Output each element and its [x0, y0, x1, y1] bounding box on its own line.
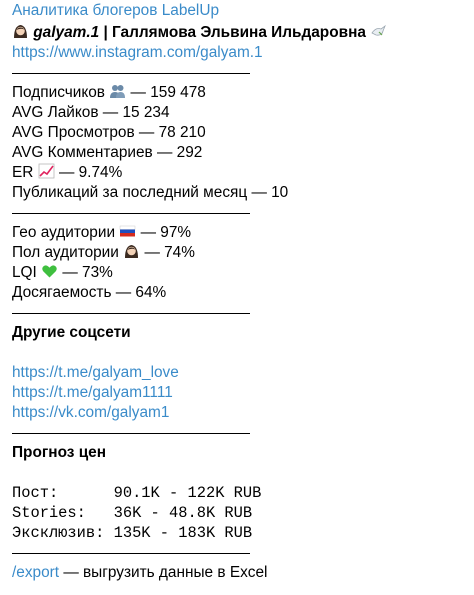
export-command-link[interactable]: /export: [12, 564, 60, 581]
separator: [12, 203, 474, 223]
gender-line: [12, 243, 474, 263]
green-heart-emoji-icon: [41, 263, 58, 279]
geo-value: — 97%: [136, 224, 192, 241]
er-label: ER: [12, 164, 34, 181]
export-description: — выгрузить данные в Excel: [59, 564, 268, 581]
subscribers-line: [12, 83, 474, 103]
woman-emoji-icon: [123, 243, 140, 259]
prices-heading: Прогноз цен: [12, 444, 107, 461]
woman-emoji-icon: [12, 23, 29, 39]
separator: [12, 423, 474, 443]
gender-label: Пол аудитории: [12, 244, 119, 261]
comments-line: AVG Комментариев — 292: [12, 144, 203, 161]
socials-heading: Другие соцсети: [12, 324, 131, 341]
profile-handle: galyam.1: [33, 24, 100, 41]
profile-divider: |: [99, 24, 113, 41]
lqi-value: — 73%: [58, 264, 113, 281]
profile-full-name: Галлямова Эльвина Ильдаровна: [112, 24, 366, 41]
profile-title: [12, 23, 474, 43]
geo-label: Гео аудитории: [12, 224, 116, 241]
geo-line: [12, 223, 474, 243]
price-row-post: Пост: 90.1K - 122K RUB: [12, 484, 262, 502]
subscribers-value: — 159 478: [126, 84, 206, 101]
chart-increasing-emoji-icon: [38, 163, 55, 179]
likes-line: AVG Лайков — 15 234: [12, 104, 170, 121]
views-line: AVG Просмотров — 78 210: [12, 124, 206, 141]
subscribers-label: Подписчиков: [12, 84, 105, 101]
separator: [12, 543, 474, 563]
lqi-label: LQI: [12, 264, 37, 281]
social-link-telegram[interactable]: https://t.me/galyam1111: [12, 384, 173, 401]
export-line: [12, 563, 474, 583]
dove-emoji-icon: [370, 23, 387, 39]
people-emoji-icon: [109, 83, 126, 99]
russia-flag-emoji-icon: [119, 223, 136, 239]
separator: [12, 63, 474, 83]
sender-name[interactable]: Аналитика блогеров LabelUp: [12, 2, 220, 19]
er-value: — 9.74%: [54, 164, 123, 181]
price-row-stories: Stories: 36K - 48.8K RUB: [12, 504, 253, 522]
gender-value: — 74%: [140, 244, 195, 261]
posts-line: Публикаций за последний месяц — 10: [12, 184, 289, 201]
social-link-telegram-love[interactable]: https://t.me/galyam_love: [12, 364, 179, 381]
price-row-exclusive: Эксклюзив: 135K - 183K RUB: [12, 524, 253, 542]
separator: [12, 303, 474, 323]
reach-line: Досягаемость — 64%: [12, 284, 167, 301]
social-link-vk[interactable]: https://vk.com/galyam1: [12, 404, 170, 421]
profile-link[interactable]: https://www.instagram.com/galyam.1: [12, 44, 263, 61]
er-line: [12, 163, 474, 183]
lqi-line: [12, 263, 474, 283]
